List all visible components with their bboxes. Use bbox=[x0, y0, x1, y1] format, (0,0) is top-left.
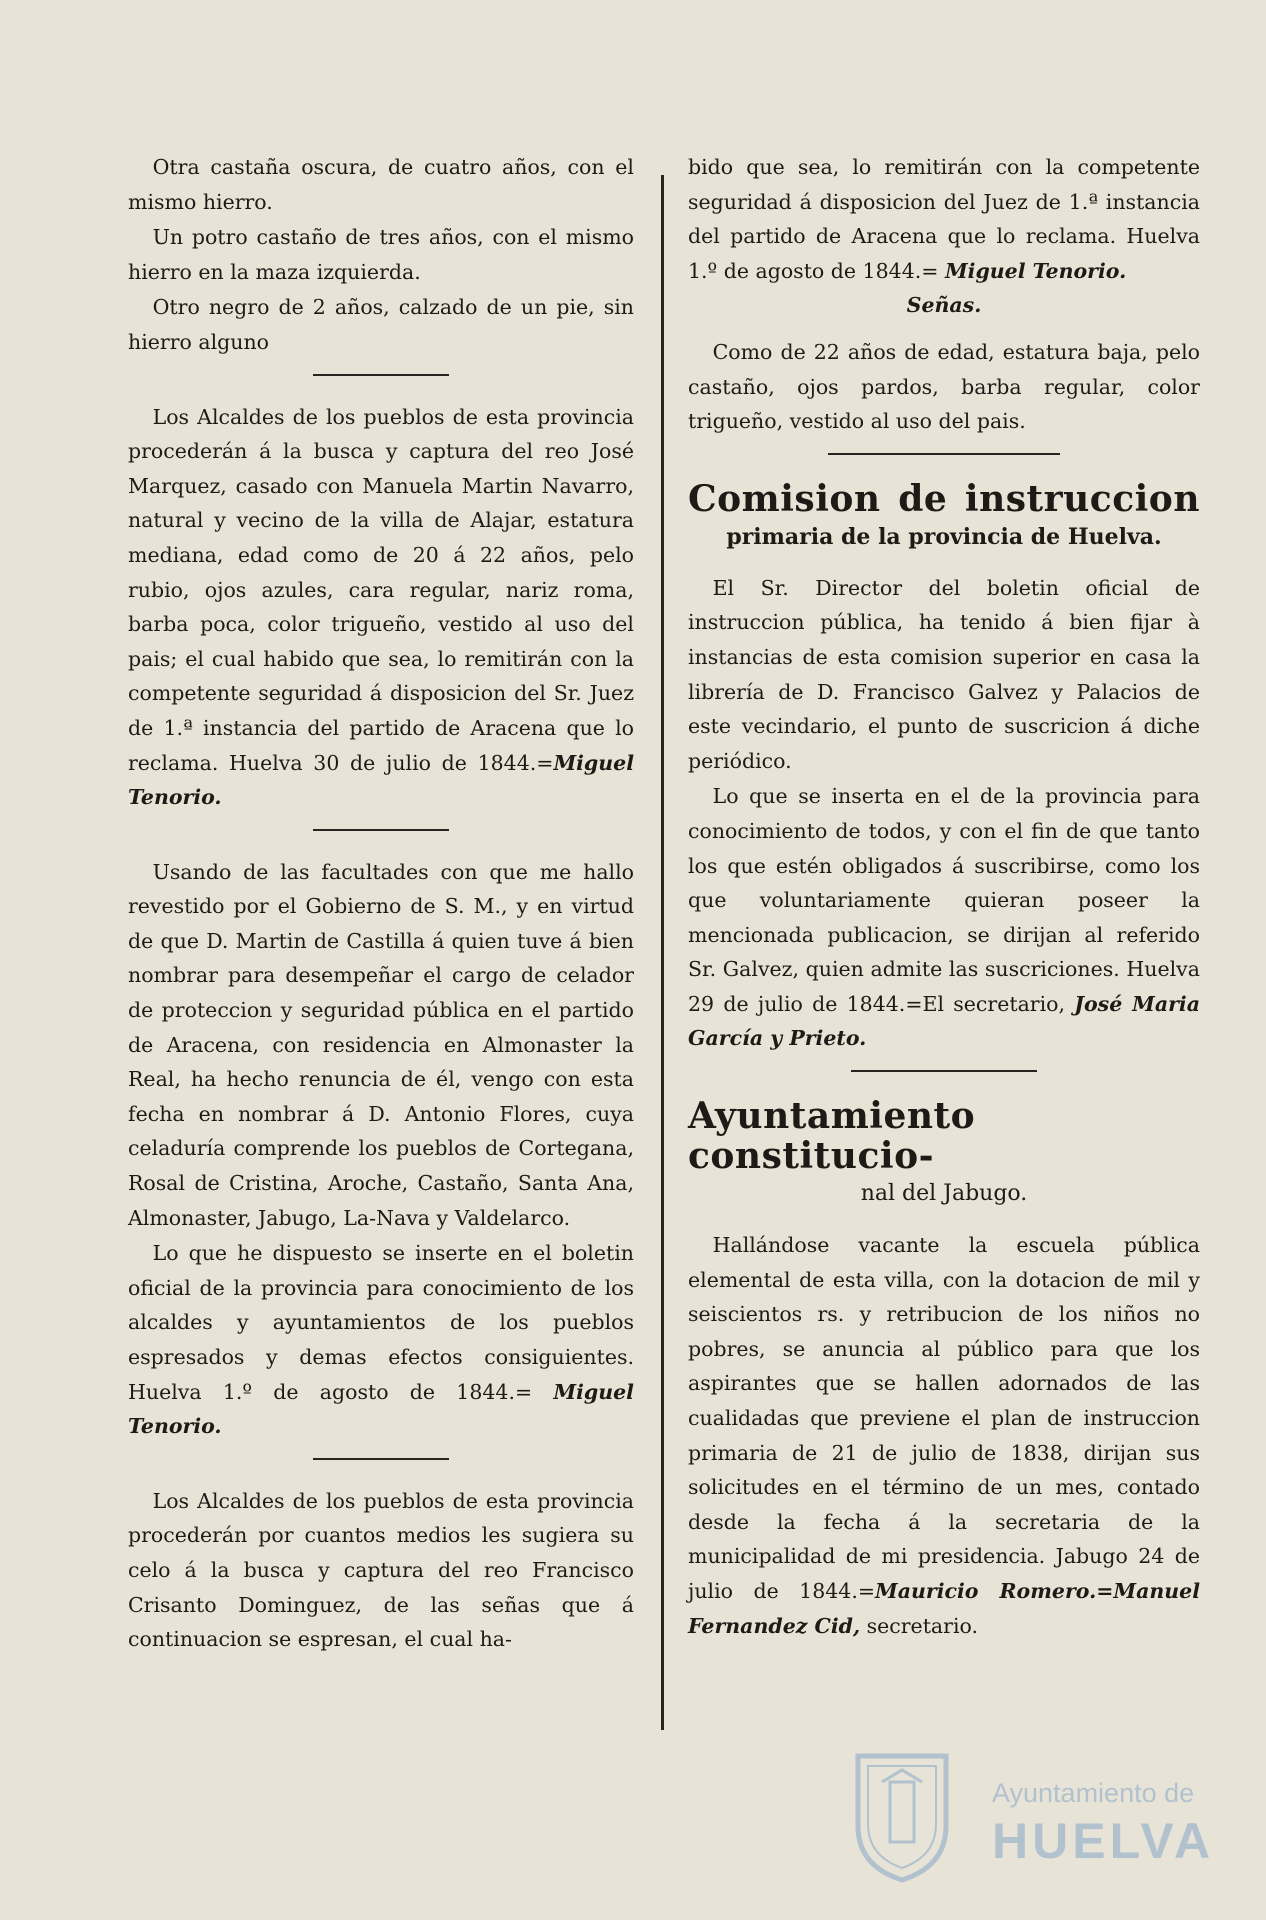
paragraph-horse-1: Otra castaña oscura, de cuatro años, con el mismo hierro. bbox=[128, 155, 634, 214]
signature: Miguel Tenorio. bbox=[944, 258, 1127, 283]
section-divider bbox=[313, 1458, 449, 1460]
coat-of-arms-icon bbox=[850, 1748, 954, 1884]
paragraph-text: Lo que se inserta en el de la provincia para conocimiento de todos, y con el fin de que tanto los que estén obligados á suscribirse, como los que voluntariamente quieran poseer la mencionada publicacion, se dirijan al referido Sr. Galvez, quien admite las suscriciones. Huelva 29 de julio de 1844.=El secretario, bbox=[688, 784, 1200, 1016]
watermark-logo bbox=[850, 1748, 1215, 1898]
paragraph-text: Hallándose vacante la escuela pública elemental de esta villa, con la dotacion de mil y seiscientos rs. y retribucion de los niños no pobres, se anuncia al público para que los aspirantes que se hallen adornados de las cualidadas que previene el plan de instruccion primaria de 21 de julio de 1838, dirijan sus solicitudes en el término de un mes, contado desde la fecha á la secretaria de la municipalidad de mi presidencia. Jabugo 24 de julio de 1844.= bbox=[688, 1233, 1200, 1603]
left-column bbox=[128, 150, 634, 1657]
section-divider bbox=[828, 453, 1060, 455]
right-column bbox=[688, 150, 1200, 1643]
column-divider bbox=[661, 175, 664, 1730]
paragraph-ayuntamiento bbox=[688, 1228, 1200, 1643]
paragraph-celador: Usando de las facultades con que me hallo revestido por el Gobierno de S. M., y en virtud de que D. Martin de Castilla á quien tuve á bien nombrar para desempeñar el cargo de celador de proteccion y seguridad pública en el partido de Aracena, con residencia en Almonaster la Real, ha hecho renuncia de él, vengo con esta fecha en nombrar á D. Antonio Flores, cuya celaduría comprende los pueblos de Cortegana, Rosal de Cristina, Aroche, Castaño, Santa Ana, Almonaster, Jabugo, La-Nava y Valdelarco. bbox=[128, 859, 634, 1230]
paragraph-horse-3: Otro negro de 2 años, calzado de un pie, sin hierro alguno bbox=[128, 295, 634, 354]
paragraph-captura-marquez bbox=[128, 400, 634, 815]
senas-title: Señas. bbox=[906, 293, 982, 318]
paragraph-comision-1: El Sr. Director del boletin oficial de instruccion pública, ha tenido á bien fijar à instancias de esta comision superior en casa la librería de D. Francisco Galvez y Palacios de este vecindario, el punto de suscricion á diche periódico. bbox=[688, 575, 1200, 773]
section-divider bbox=[313, 374, 449, 376]
signature: Mauricio Romero.=Manuel Fernandez Cid, bbox=[688, 1579, 1200, 1638]
section-subheading-ayuntamiento: nal del Jabugo. bbox=[860, 1181, 1028, 1207]
paragraph-boletin-insert bbox=[128, 1236, 634, 1444]
watermark-text-2: HUELVA bbox=[992, 1813, 1215, 1869]
section-heading-ayuntamiento: Ayuntamiento constitucio- bbox=[688, 1095, 976, 1178]
section-subheading-comision: primaria de la provincia de Huelva. bbox=[726, 523, 1162, 550]
paragraph-senas: Como de 22 años de edad, estatura baja, pelo castaño, ojos pardos, barba regular, color trigueño, vestido al uso del pais. bbox=[688, 339, 1200, 434]
paragraph-text: bido que sea, lo remitirán con la competente seguridad á disposicion del Juez de 1.ª instancia del partido de Aracena que lo reclama. Huelva 1.º de agosto de 1844.= bbox=[688, 155, 1200, 283]
signature: Miguel Tenorio. bbox=[128, 1379, 634, 1439]
section-divider bbox=[851, 1070, 1037, 1072]
paragraph-horse-2: Un potro castaño de tres años, con el mismo hierro en la maza izquierda. bbox=[128, 225, 634, 284]
paragraph-text: Los Alcaldes de los pueblos de esta provincia procederán á la busca y captura del reo José Marquez, casado con Manuela Martin Navarro, natural y vecino de la villa de Alajar, estatura mediana, edad como de 20 á 22 años, pelo rubio, ojos azules, cara regular, nariz roma, barba poca, color trigueño, vestido al uso del pais; el cual habido que sea, lo remitirán con la competente seguridad á disposicion del Sr. Juez de 1.ª instancia del partido de Aracena que lo reclama. Huelva 30 de julio de 1844.= bbox=[128, 404, 634, 775]
section-divider bbox=[313, 829, 449, 831]
signature: José Maria García y Prieto. bbox=[688, 991, 1200, 1051]
signature-role: secretario. bbox=[860, 1613, 979, 1638]
watermark-text-1: Ayuntamiento de bbox=[992, 1778, 1195, 1808]
paragraph-captura-dominguez: Los Alcaldes de los pueblos de esta provincia procederán por cuantos medios les sugiera su celo á la busca y captura del reo Francisco Crisanto Dominguez, de las señas que á continuacion se espresan, el cual ha- bbox=[128, 1488, 634, 1652]
signature: Miguel Tenorio. bbox=[128, 750, 634, 810]
paragraph-text: Lo que he dispuesto se inserte en el boletin oficial de la provincia para conocimiento de los alcaldes y ayuntamientos de los pueblos espresados y demas efectos consiguientes. Huelva 1.º de agosto de 1844.= bbox=[128, 1241, 634, 1404]
paragraph-comision-2 bbox=[688, 779, 1200, 1056]
section-heading-comision: Comision de instruccion bbox=[688, 477, 1200, 520]
paragraph-continuation bbox=[688, 150, 1200, 288]
